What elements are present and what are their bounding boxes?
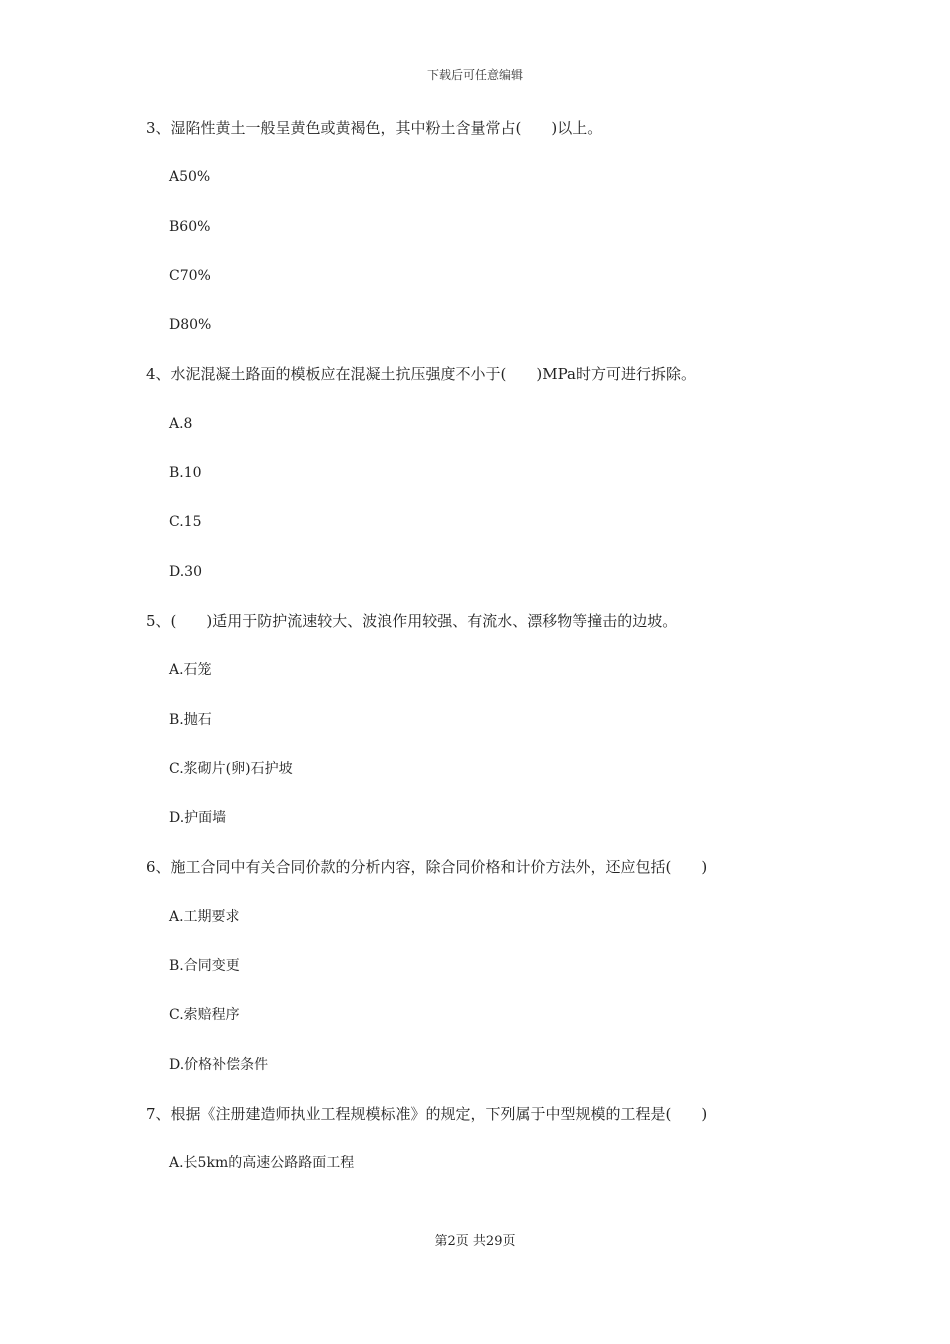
option-3c: C70%	[169, 267, 211, 284]
option-4c: C.15	[169, 514, 202, 531]
question-7: 7、根据《注册建造师执业工程规模标准》的规定，下列属于中型规模的工程是( )	[146, 1104, 708, 1123]
option-6d: D.价格补偿条件	[169, 1056, 269, 1073]
option-6b: B.合同变更	[169, 958, 240, 975]
question-5: 5、( )适用于防护流速较大、波浪作用较强、有流水、漂移物等撞击的边坡。	[146, 611, 678, 630]
option-6a: A.工期要求	[169, 908, 240, 925]
option-4b: B.10	[169, 465, 202, 482]
option-3b: B60%	[169, 218, 211, 235]
question-4: 4、水泥混凝土路面的模板应在混凝土抗压强度不小于( )MPa时方可进行拆除。	[146, 365, 696, 384]
option-5a: A.石笼	[169, 662, 212, 679]
option-5b: B.抛石	[169, 711, 212, 728]
option-3a: A50%	[169, 169, 211, 186]
option-4a: A.8	[169, 415, 193, 432]
option-5c: C.浆砌片(卵)石护坡	[169, 760, 293, 777]
option-6c: C.索赔程序	[169, 1007, 240, 1024]
question-6: 6、施工合同中有关合同价款的分析内容，除合同价格和计价方法外，还应包括( )	[146, 858, 708, 877]
question-list	[146, 118, 826, 1203]
page-footer: 第2页 共29页	[434, 1234, 516, 1249]
option-4d: D.30	[169, 563, 202, 580]
option-7a: A.长5km的高速公路路面工程	[169, 1155, 355, 1172]
page-header: 下载后可任意编辑	[426, 68, 523, 82]
option-3d: D80%	[169, 317, 212, 334]
option-5d: D.护面墙	[169, 810, 227, 827]
question-3: 3、湿陷性黄土一般呈黄色或黄褐色，其中粉土含量常占( )以上。	[146, 119, 603, 137]
